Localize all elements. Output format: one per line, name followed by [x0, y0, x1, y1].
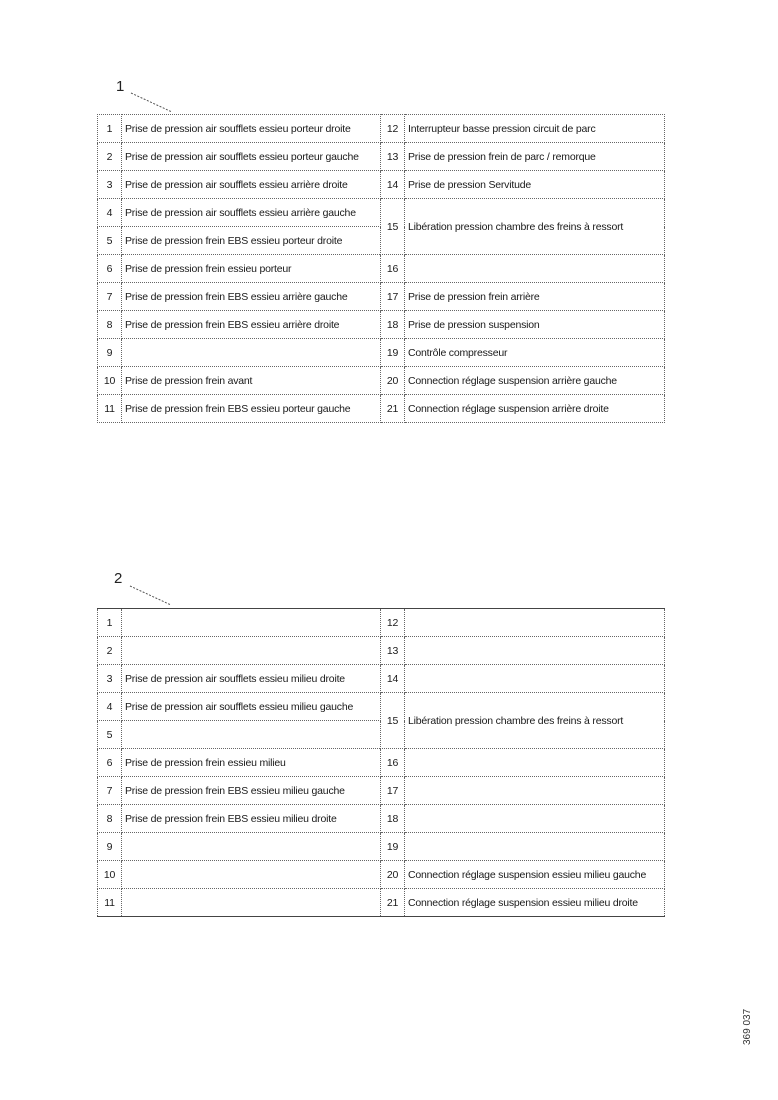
item-label	[405, 637, 665, 665]
table-row	[98, 171, 665, 199]
table-row	[98, 665, 665, 693]
table-row	[98, 805, 665, 833]
item-number: 6	[98, 749, 122, 777]
item-number: 8	[98, 805, 122, 833]
item-label	[122, 861, 381, 889]
item-number: 18	[381, 311, 405, 339]
item-number: 18	[381, 805, 405, 833]
item-label	[122, 609, 381, 637]
table-row	[98, 889, 665, 917]
item-label	[122, 339, 381, 367]
item-label: Contrôle compresseur	[405, 339, 665, 367]
item-number: 8	[98, 311, 122, 339]
item-number: 19	[381, 833, 405, 861]
table-row	[98, 777, 665, 805]
component-table-1	[97, 114, 665, 423]
item-label: Libération pression chambre des freins à ressort	[405, 693, 665, 749]
item-label: Prise de pression air soufflets essieu arrière gauche	[122, 199, 381, 227]
item-label: Prise de pression air soufflets essieu milieu droite	[122, 665, 381, 693]
item-label	[405, 749, 665, 777]
item-label	[405, 833, 665, 861]
table-row	[98, 833, 665, 861]
item-label: Prise de pression frein EBS essieu porteur droite	[122, 227, 381, 255]
figure-reference-number: 369 037	[742, 1008, 753, 1045]
table-row	[98, 311, 665, 339]
item-number: 11	[98, 395, 122, 423]
callout-label-1: 1	[116, 78, 125, 95]
item-number: 17	[381, 777, 405, 805]
item-number: 1	[98, 115, 122, 143]
item-number: 16	[381, 255, 405, 283]
item-label: Prise de pression frein avant	[122, 367, 381, 395]
item-number: 6	[98, 255, 122, 283]
item-number: 19	[381, 339, 405, 367]
table-row	[98, 367, 665, 395]
item-label	[405, 777, 665, 805]
item-number: 4	[98, 693, 122, 721]
item-number: 5	[98, 227, 122, 255]
item-label	[405, 609, 665, 637]
item-number: 15	[381, 199, 405, 255]
item-number: 5	[98, 721, 122, 749]
item-number: 2	[98, 143, 122, 171]
item-label	[122, 833, 381, 861]
component-table-2	[97, 608, 665, 917]
table-row	[98, 693, 665, 721]
table-row	[98, 143, 665, 171]
item-number: 15	[381, 693, 405, 749]
item-label	[405, 255, 665, 283]
table-row	[98, 255, 665, 283]
item-number: 10	[98, 861, 122, 889]
table-row	[98, 637, 665, 665]
item-label: Connection réglage suspension essieu milieu gauche	[405, 861, 665, 889]
item-label: Connection réglage suspension essieu milieu droite	[405, 889, 665, 917]
item-label: Prise de pression frein EBS essieu arrière droite	[122, 311, 381, 339]
item-label: Interrupteur basse pression circuit de parc	[405, 115, 665, 143]
item-label: Libération pression chambre des freins à ressort	[405, 199, 665, 255]
table-row	[98, 115, 665, 143]
item-number: 3	[98, 171, 122, 199]
item-label: Prise de pression frein essieu milieu	[122, 749, 381, 777]
item-label: Prise de pression Servitude	[405, 171, 665, 199]
item-label	[405, 665, 665, 693]
item-label: Prise de pression air soufflets essieu porteur gauche	[122, 143, 381, 171]
item-label: Prise de pression frein essieu porteur	[122, 255, 381, 283]
item-number: 21	[381, 395, 405, 423]
item-number: 4	[98, 199, 122, 227]
table-row	[98, 749, 665, 777]
item-number: 20	[381, 367, 405, 395]
item-number: 11	[98, 889, 122, 917]
item-number: 20	[381, 861, 405, 889]
item-number: 21	[381, 889, 405, 917]
item-number: 7	[98, 777, 122, 805]
item-label: Prise de pression frein EBS essieu porteur gauche	[122, 395, 381, 423]
table-row	[98, 609, 665, 637]
table-row	[98, 339, 665, 367]
item-label: Prise de pression suspension	[405, 311, 665, 339]
item-number: 9	[98, 339, 122, 367]
item-label	[122, 637, 381, 665]
item-label: Prise de pression frein de parc / remorque	[405, 143, 665, 171]
item-number: 10	[98, 367, 122, 395]
item-number: 12	[381, 115, 405, 143]
item-number: 9	[98, 833, 122, 861]
item-label: Prise de pression air soufflets essieu milieu gauche	[122, 693, 381, 721]
item-label: Prise de pression frein arrière	[405, 283, 665, 311]
item-label: Prise de pression frein EBS essieu milieu gauche	[122, 777, 381, 805]
item-label: Connection réglage suspension arrière gauche	[405, 367, 665, 395]
item-number: 16	[381, 749, 405, 777]
item-label	[405, 805, 665, 833]
table-row	[98, 283, 665, 311]
item-label: Prise de pression frein EBS essieu milieu droite	[122, 805, 381, 833]
item-label: Prise de pression frein EBS essieu arrière gauche	[122, 283, 381, 311]
item-label: Connection réglage suspension arrière droite	[405, 395, 665, 423]
item-number: 1	[98, 609, 122, 637]
item-number: 12	[381, 609, 405, 637]
item-number: 2	[98, 637, 122, 665]
item-label	[122, 721, 381, 749]
item-label: Prise de pression air soufflets essieu arrière droite	[122, 171, 381, 199]
item-label	[122, 889, 381, 917]
item-number: 7	[98, 283, 122, 311]
table-row	[98, 861, 665, 889]
item-number: 17	[381, 283, 405, 311]
item-number: 14	[381, 665, 405, 693]
item-number: 13	[381, 637, 405, 665]
table-row	[98, 395, 665, 423]
table-row	[98, 199, 665, 227]
callout-label-2: 2	[114, 570, 123, 587]
item-label: Prise de pression air soufflets essieu porteur droite	[122, 115, 381, 143]
item-number: 14	[381, 171, 405, 199]
item-number: 3	[98, 665, 122, 693]
item-number: 13	[381, 143, 405, 171]
